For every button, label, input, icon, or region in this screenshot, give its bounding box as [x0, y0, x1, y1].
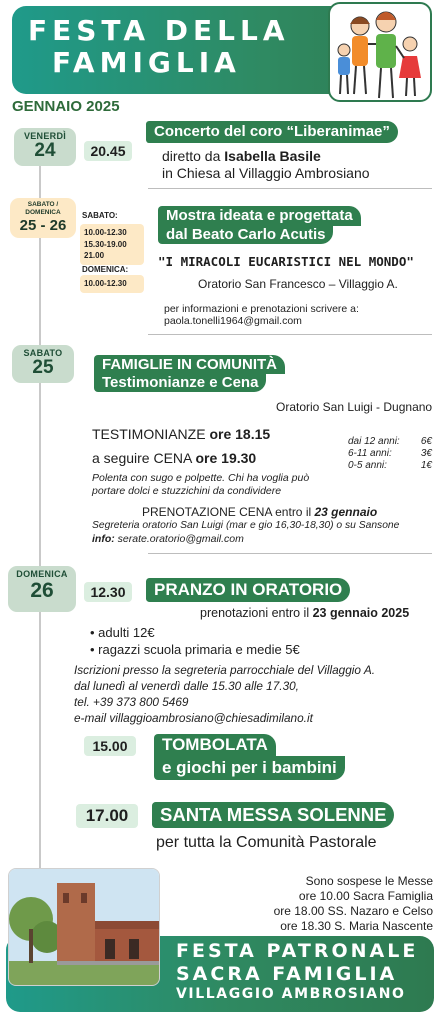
time-pill: 15.00 — [84, 736, 136, 756]
time-pill: 12.30 — [84, 582, 132, 602]
info-line1: per informazioni e prenotazioni scrivere a: — [164, 303, 359, 315]
schedule-time: 10.00-12.30 — [84, 228, 127, 237]
day-number: 25 — [32, 357, 54, 378]
day-number: 24 — [34, 140, 56, 161]
divider — [148, 553, 432, 554]
family-drawing-icon — [328, 2, 432, 102]
event-title-mostra-2: dal Beato Carlo Acutis — [158, 226, 333, 244]
day-tag-weekend — [10, 198, 76, 238]
divider — [148, 334, 432, 335]
event-title-famiglie-1: FAMIGLIE IN COMUNITÀ — [94, 355, 285, 374]
cena-line: a seguire CENA ore 19.30 — [92, 450, 257, 466]
schedule-label-sun: DOMENICA: — [82, 265, 129, 274]
prenotazione-cena: PRENOTAZIONE CENA entro il 23 gennaio — [142, 505, 378, 519]
event-place: Oratorio San Luigi - Dugnano — [276, 400, 433, 414]
menu-line2: portare dolci e stuzzichini da condividere — [92, 485, 282, 497]
price-row: dai 12 anni: 6€ — [348, 436, 432, 447]
price-row: 0-5 anni: 1€ — [348, 460, 432, 471]
conductor-name: Isabella Basile — [224, 148, 321, 164]
schedule-box-sun — [80, 275, 144, 293]
timeline-line — [39, 140, 41, 930]
divider — [148, 188, 432, 189]
event-title-tombolata-1: TOMBOLATA — [154, 734, 276, 756]
footer-line2: SACRA FAMIGLIA — [176, 963, 398, 985]
time-pill: 20.45 — [84, 141, 132, 161]
prenotazione-date: 23 gennaio — [314, 505, 378, 519]
exhibition-place: Oratorio San Francesco – Villaggio A. — [198, 277, 398, 291]
price-row: 6-11 anni: 3€ — [348, 448, 432, 459]
footer-line1: FESTA PATRONALE — [176, 940, 419, 962]
month-label: GENNAIO 2025 — [12, 98, 120, 115]
time-pill: 17.00 — [76, 804, 138, 828]
iscrizioni-line1: Iscrizioni presso la segreteria parrocchiale del Villaggio A. — [74, 663, 375, 677]
header-title-line2: FAMIGLIA — [52, 46, 241, 79]
event-title-tombolata-2: e giochi per i bambini — [154, 756, 345, 780]
suspended-line: ore 10.00 Sacra Famiglia — [298, 889, 433, 903]
pranzo-prenotazioni: prenotazioni entro il 23 gennaio 2025 — [200, 606, 410, 620]
event-title-mostra-1: Mostra ideata e progettata — [158, 206, 361, 226]
day-tag-sunday — [8, 566, 76, 612]
bullet-item: • adulti 12€ — [90, 625, 155, 640]
testimonianze-line: TESTIMONIANZE ore 18.15 — [92, 426, 271, 442]
suspended-line: ore 18.00 SS. Nazaro e Celso — [273, 904, 433, 918]
day-number: 25 - 26 — [19, 217, 67, 234]
suspended-line: ore 18.30 S. Maria Nascente — [280, 919, 433, 933]
event-title-concerto: Concerto del coro “Liberanimae” — [146, 121, 398, 143]
day-number: 26 — [30, 579, 54, 602]
pranzo-prenot-date: 23 gennaio 2025 — [312, 606, 410, 620]
day-name-1: SABATO / — [27, 201, 59, 208]
info-email: serate.oratorio@gmail.com — [117, 533, 244, 545]
messa-subtitle: per tutta la Comunità Pastorale — [156, 834, 377, 851]
event-detail-line1: diretto da Isabella Basile — [162, 148, 321, 164]
info-email: paola.tonelli1964@gmail.com — [164, 315, 302, 327]
schedule-box-sat — [80, 224, 144, 265]
iscrizioni-email: e-mail villaggioambrosiano@chiesadimilano.it — [74, 711, 313, 725]
day-tag-saturday — [12, 345, 74, 383]
iscrizioni-line2: dal lunedì al venerdì dalle 15.30 alle 17.30, — [74, 679, 299, 693]
footer-line3: VILLAGGIO AMBROSIANO — [176, 986, 406, 1002]
day-name: VENERDÌ — [23, 131, 67, 141]
iscrizioni-phone: tel. +39 373 800 5469 — [74, 695, 189, 709]
event-title-famiglie-2: Testimonianze e Cena — [94, 374, 266, 392]
event-title-messa: SANTA MESSA SOLENNE — [152, 802, 394, 828]
cena-time: ore 19.30 — [195, 450, 257, 466]
segreteria-line: Segreteria oratorio San Luigi (mar e gio 16,30-18,30) o su Sansone — [92, 520, 400, 531]
suspended-masses — [274, 874, 433, 934]
header-title-line1: FESTA DELLA — [28, 14, 290, 47]
suspended-heading: Sono sospese le Messe — [305, 874, 433, 888]
testimonianze-time: ore 18.15 — [209, 426, 271, 442]
price-list — [348, 436, 432, 472]
day-name: SABATO — [23, 348, 63, 358]
menu-line1: Polenta con sugo e polpette. Chi ha voglia può — [92, 472, 310, 484]
day-tag-friday — [14, 128, 76, 166]
schedule-label-sat: SABATO: — [82, 211, 118, 220]
event-detail-line2: in Chiesa al Villaggio Ambrosiano — [162, 165, 370, 181]
info-line: info: serate.oratorio@gmail.com — [92, 533, 244, 545]
church-photo-icon — [8, 868, 160, 986]
schedule-time: 10.00-12.30 — [84, 279, 127, 288]
bullet-item: • ragazzi scuola primaria e medie 5€ — [90, 642, 300, 657]
schedule-time: 15.30-19.00 — [84, 239, 127, 249]
exhibition-subtitle: "I MIRACOLI EUCARISTICI NEL MONDO" — [158, 254, 414, 269]
schedule-time: 21.00 — [84, 251, 105, 260]
event-title-pranzo: PRANZO IN ORATORIO — [146, 578, 350, 602]
day-name: DOMENICA — [16, 569, 68, 579]
day-name-2: DOMENICA — [25, 209, 61, 216]
